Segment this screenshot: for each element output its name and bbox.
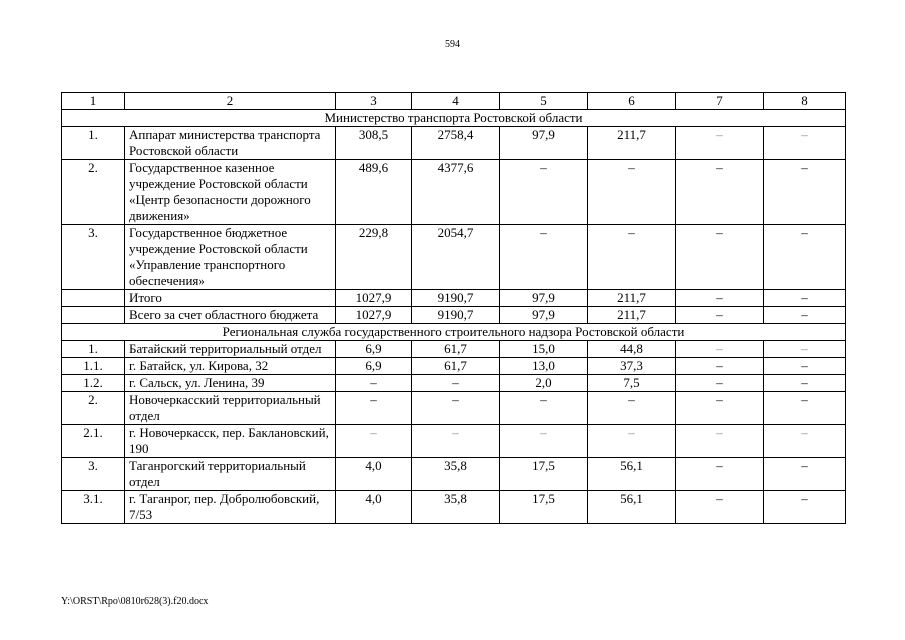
value-cell: 61,7 [412, 341, 500, 358]
row-name-cell: г. Таганрог, пер. Добролюбовский, 7/53 [125, 491, 336, 524]
value-cell: – [676, 127, 764, 160]
row-name-cell: Государственное бюджетное учреждение Ростовской области «Управление транспортного обеспечения» [125, 225, 336, 290]
value-cell: – [764, 458, 846, 491]
value-cell: 7,5 [588, 375, 676, 392]
value-cell: – [764, 225, 846, 290]
value-cell: – [764, 358, 846, 375]
value-cell: – [588, 225, 676, 290]
value-cell: – [676, 290, 764, 307]
value-cell: – [764, 425, 846, 458]
value-cell: 56,1 [588, 491, 676, 524]
row-name-cell: Новочеркасский территориальный отдел [125, 392, 336, 425]
table-header-row [62, 93, 846, 110]
value-cell: – [676, 458, 764, 491]
row-name-cell: Аппарат министерства транспорта Ростовской области [125, 127, 336, 160]
row-name-cell: г. Сальск, ул. Ленина, 39 [125, 375, 336, 392]
row-number-cell [62, 307, 125, 324]
value-cell: 489,6 [336, 160, 412, 225]
value-cell: 9190,7 [412, 307, 500, 324]
value-cell: – [588, 392, 676, 425]
section-title: Министерство транспорта Ростовской области [62, 110, 846, 127]
value-cell: 1027,9 [336, 307, 412, 324]
row-number-cell: 1. [62, 127, 125, 160]
value-cell: – [764, 290, 846, 307]
row-name-cell: Итого [125, 290, 336, 307]
value-cell: 211,7 [588, 127, 676, 160]
table-row [62, 358, 846, 375]
value-cell: – [336, 375, 412, 392]
value-cell: – [764, 375, 846, 392]
value-cell: 97,9 [500, 127, 588, 160]
value-cell: 6,9 [336, 358, 412, 375]
value-cell: 1027,9 [336, 290, 412, 307]
value-cell: 211,7 [588, 290, 676, 307]
row-number-cell: 1.2. [62, 375, 125, 392]
value-cell: – [500, 225, 588, 290]
table-row [62, 160, 846, 225]
value-cell: – [336, 392, 412, 425]
value-cell: 35,8 [412, 458, 500, 491]
value-cell: 61,7 [412, 358, 500, 375]
row-number-cell: 3. [62, 458, 125, 491]
table-row [62, 290, 846, 307]
value-cell: 4,0 [336, 491, 412, 524]
value-cell: – [764, 127, 846, 160]
column-header: 4 [412, 93, 500, 110]
table-row [62, 341, 846, 358]
row-number-cell: 2. [62, 392, 125, 425]
value-cell: – [676, 225, 764, 290]
value-cell: – [500, 425, 588, 458]
value-cell: – [336, 425, 412, 458]
value-cell: 56,1 [588, 458, 676, 491]
table-row [62, 458, 846, 491]
section-title: Региональная служба государственного строительного надзора Ростовской области [62, 324, 846, 341]
value-cell: 17,5 [500, 491, 588, 524]
table-row [62, 491, 846, 524]
value-cell: 229,8 [336, 225, 412, 290]
value-cell: – [764, 392, 846, 425]
row-number-cell: 3.1. [62, 491, 125, 524]
value-cell: 2758,4 [412, 127, 500, 160]
table-row [62, 127, 846, 160]
column-header: 1 [62, 93, 125, 110]
value-cell: – [676, 491, 764, 524]
table-row [62, 392, 846, 425]
value-cell: 4377,6 [412, 160, 500, 225]
value-cell: – [588, 160, 676, 225]
page-number: 594 [445, 39, 460, 50]
column-header: 3 [336, 93, 412, 110]
value-cell: 9190,7 [412, 290, 500, 307]
value-cell: – [588, 425, 676, 458]
value-cell: – [412, 425, 500, 458]
value-cell: – [412, 375, 500, 392]
table-body [62, 110, 846, 524]
value-cell: – [676, 375, 764, 392]
value-cell: – [500, 392, 588, 425]
value-cell: 308,5 [336, 127, 412, 160]
row-name-cell: г. Батайск, ул. Кирова, 32 [125, 358, 336, 375]
value-cell: 6,9 [336, 341, 412, 358]
row-number-cell: 2.1. [62, 425, 125, 458]
row-name-cell: Батайский территориальный отдел [125, 341, 336, 358]
value-cell: 2054,7 [412, 225, 500, 290]
row-name-cell: Таганрогский территориальный отдел [125, 458, 336, 491]
value-cell: – [764, 341, 846, 358]
row-number-cell: 1. [62, 341, 125, 358]
value-cell: – [676, 392, 764, 425]
value-cell: 4,0 [336, 458, 412, 491]
value-cell: 97,9 [500, 307, 588, 324]
row-number-cell: 3. [62, 225, 125, 290]
row-number-cell: 1.1. [62, 358, 125, 375]
column-header: 7 [676, 93, 764, 110]
value-cell: 13,0 [500, 358, 588, 375]
section-row [62, 324, 846, 341]
budget-table [61, 92, 846, 524]
footer-file-path: Y:\ORST\Rpo\0810r628(3).f20.docx [61, 596, 209, 607]
table-row [62, 307, 846, 324]
row-number-cell: 2. [62, 160, 125, 225]
value-cell: 97,9 [500, 290, 588, 307]
value-cell: 44,8 [588, 341, 676, 358]
value-cell: – [676, 307, 764, 324]
column-header: 5 [500, 93, 588, 110]
value-cell: 15,0 [500, 341, 588, 358]
row-name-cell: Государственное казенное учреждение Ростовской области «Центр безопасности дорожного движения» [125, 160, 336, 225]
table-row [62, 375, 846, 392]
value-cell: – [676, 160, 764, 225]
value-cell: – [676, 358, 764, 375]
value-cell: – [676, 425, 764, 458]
value-cell: – [764, 160, 846, 225]
value-cell: – [412, 392, 500, 425]
row-number-cell [62, 290, 125, 307]
section-row [62, 110, 846, 127]
value-cell: 35,8 [412, 491, 500, 524]
row-name-cell: Всего за счет областного бюджета [125, 307, 336, 324]
value-cell: – [764, 307, 846, 324]
value-cell: 211,7 [588, 307, 676, 324]
column-header: 8 [764, 93, 846, 110]
value-cell: 17,5 [500, 458, 588, 491]
column-header: 2 [125, 93, 336, 110]
table-row [62, 425, 846, 458]
value-cell: 2,0 [500, 375, 588, 392]
value-cell: – [764, 491, 846, 524]
column-header: 6 [588, 93, 676, 110]
value-cell: 37,3 [588, 358, 676, 375]
table-row [62, 225, 846, 290]
row-name-cell: г. Новочеркасск, пер. Баклановский, 190 [125, 425, 336, 458]
value-cell: – [500, 160, 588, 225]
value-cell: – [676, 341, 764, 358]
